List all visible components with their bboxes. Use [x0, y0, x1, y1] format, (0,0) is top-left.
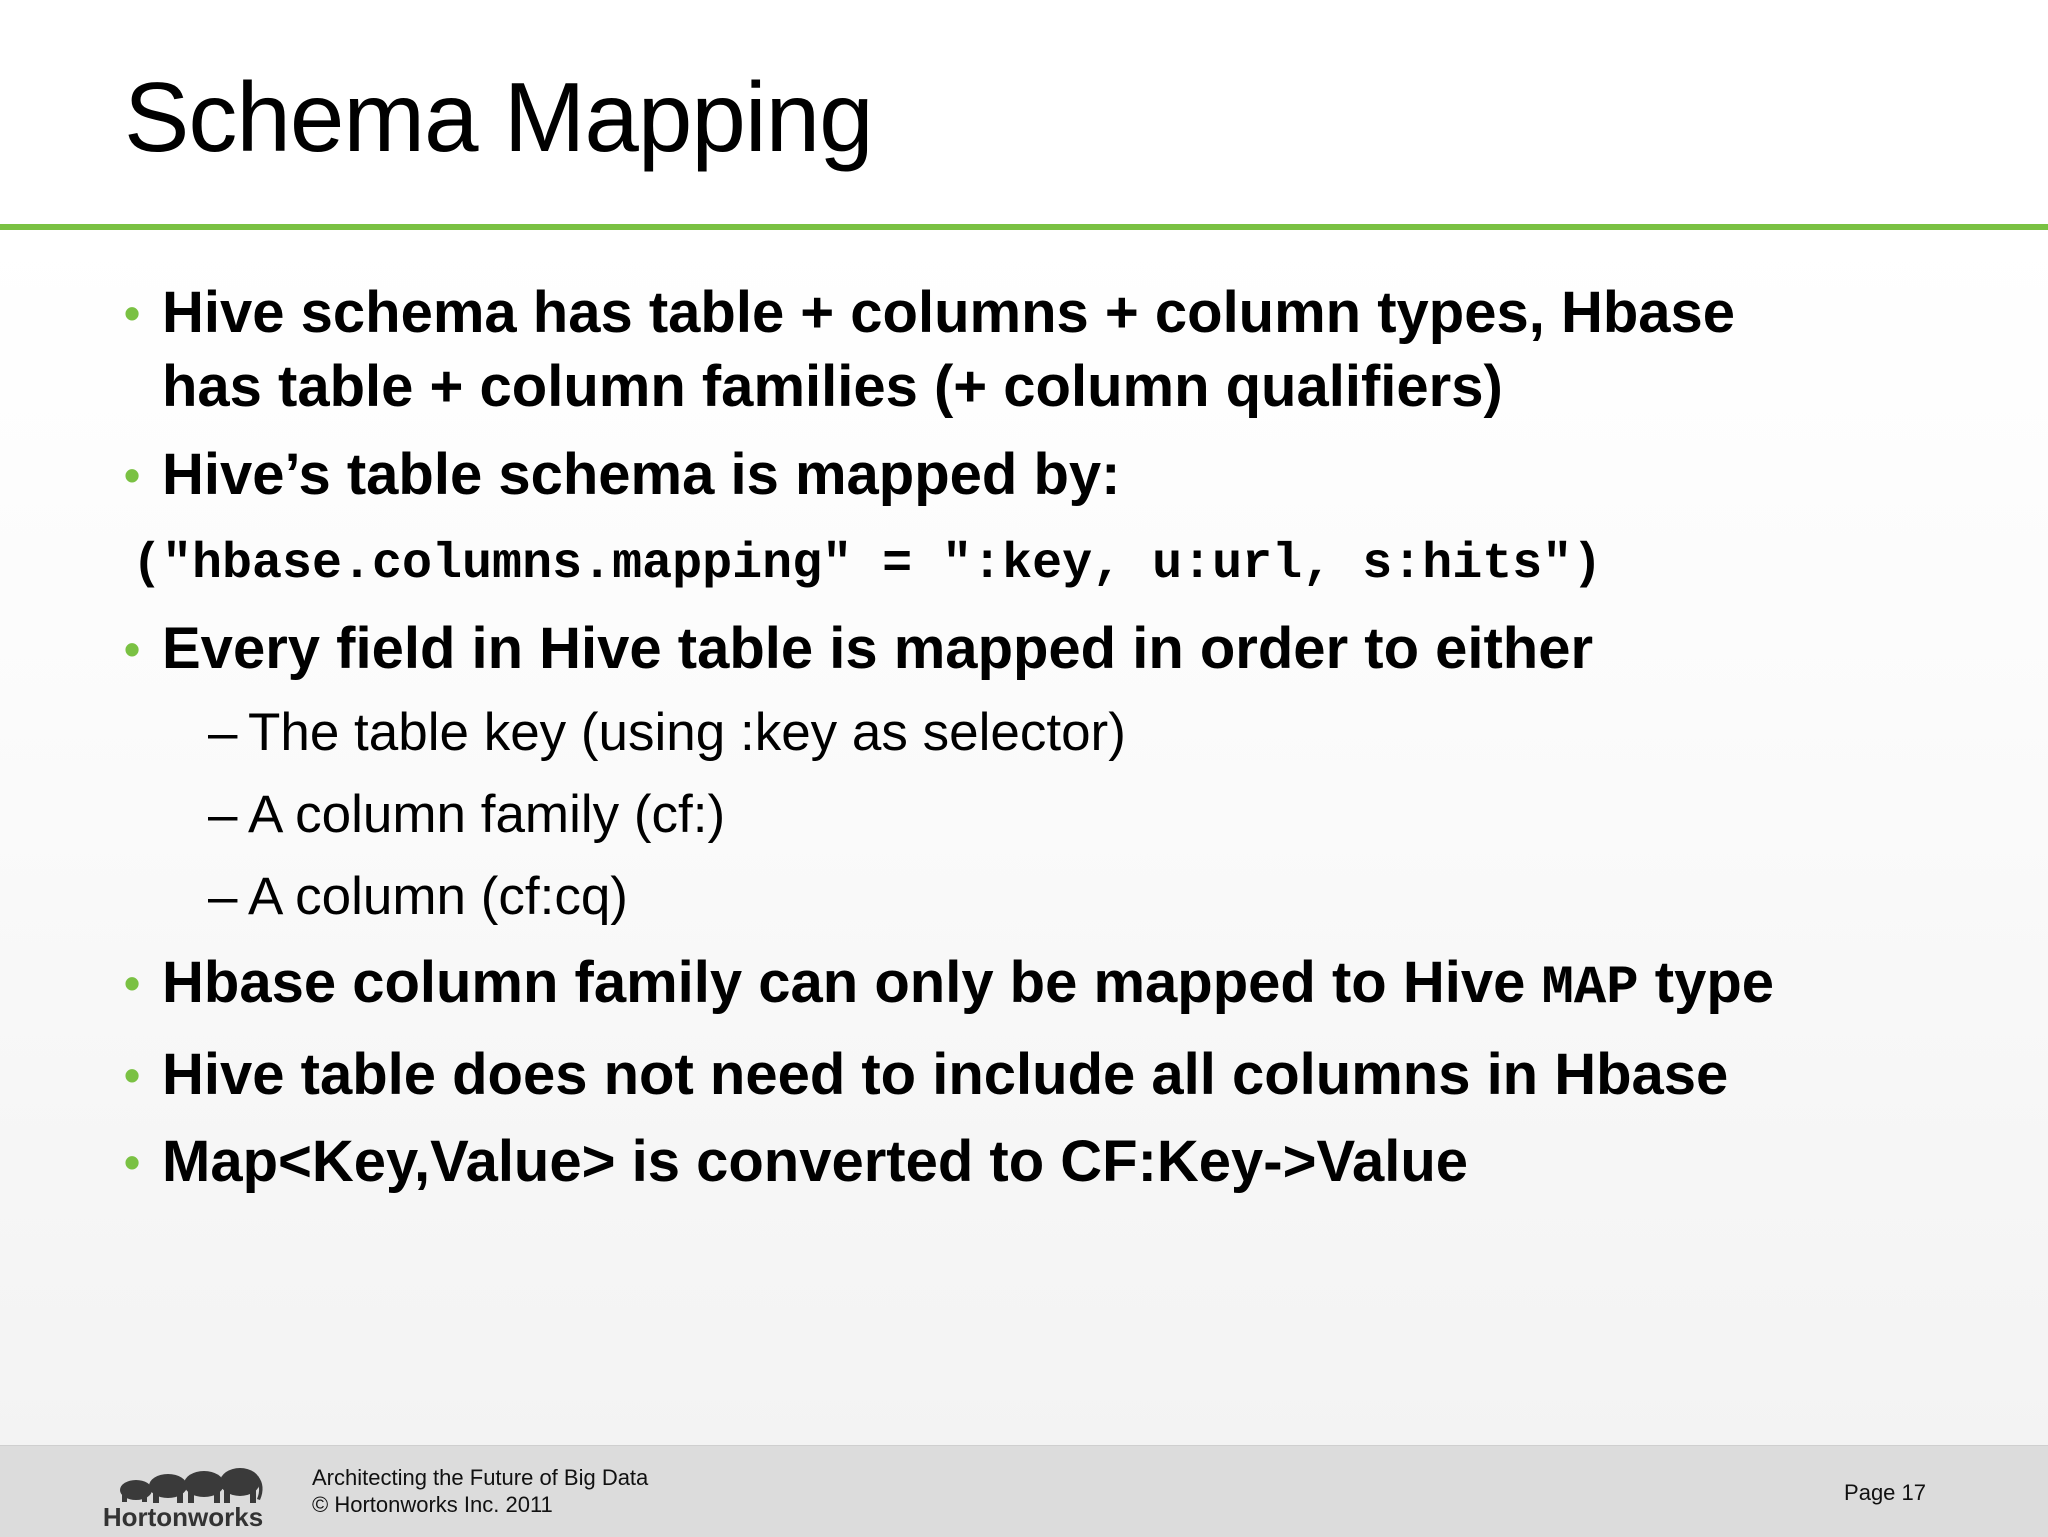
bullet-5-text: Hive table does not need to include all columns in Hbase: [162, 1042, 1729, 1107]
bullet-dot: •: [124, 1049, 141, 1101]
bullet-1-line-2: has table + column families (+ column qualifiers): [162, 354, 1503, 419]
bullet-4-code: MAP: [1541, 958, 1639, 1019]
sub-item-1: [208, 700, 1126, 766]
bullet-3-text: Every field in Hive table is mapped in order to either: [162, 616, 1594, 681]
bullet-4-post: type: [1638, 950, 1775, 1015]
bullet-dot: •: [124, 287, 141, 339]
sub-item-2-text: A column family (cf:): [248, 785, 726, 844]
sub-item-3-text: A column (cf:cq): [248, 867, 628, 926]
title-divider: [0, 224, 2048, 230]
sub-item-2: [208, 782, 725, 848]
slide-title: Schema Mapping: [124, 62, 873, 172]
bullet-6-text: Map<Key,Value> is converted to CF:Key->Value: [162, 1129, 1469, 1194]
page-number: Page 17: [1844, 1480, 1926, 1505]
elephants-logo-icon: [98, 1462, 268, 1504]
copyright-text: © Hortonworks Inc. 2011: [312, 1492, 553, 1517]
mapping-code-line: ("hbase.columns.mapping" = ":key, u:url, s:hits"): [132, 536, 1603, 593]
bullet-dot: •: [124, 623, 141, 675]
hortonworks-logo: [98, 1462, 268, 1532]
sub-dash: –: [208, 867, 238, 926]
bullet-dot: •: [124, 449, 141, 501]
tagline-text: Architecting the Future of Big Data: [312, 1465, 649, 1490]
sub-dash: –: [208, 703, 238, 762]
bullet-4-text: [162, 946, 1774, 1026]
footer-tagline: [312, 1464, 648, 1518]
sub-dash: –: [208, 785, 238, 844]
logo-wordmark: Hortonworks: [102, 1502, 264, 1532]
bullet-2-text: Hive’s table schema is mapped by:: [162, 442, 1121, 507]
bullet-dot: •: [124, 957, 141, 1009]
sub-item-1-text: The table key (using :key as selector): [248, 703, 1126, 762]
bullet-4-pre: Hbase column family can only be mapped to Hive: [162, 950, 1542, 1015]
slide-footer: [0, 1445, 2048, 1537]
bullet-dot: •: [124, 1136, 141, 1188]
bullet-1-line-1: Hive schema has table + columns + column types, Hbase: [162, 280, 1736, 345]
sub-item-3: [208, 864, 628, 930]
